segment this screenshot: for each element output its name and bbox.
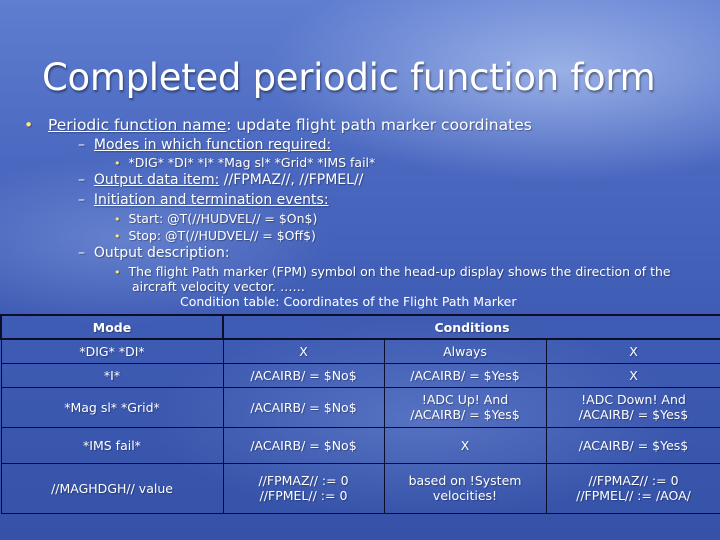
condition-cell: //FPMAZ// := 0 //FPMEL// := 0: [223, 463, 384, 513]
condition-cell: //FPMAZ// := 0 //FPMEL// := /AOA/: [546, 463, 720, 513]
table-row: [1, 339, 720, 363]
output-value: //FPMAZ//, //FPMEL//: [219, 172, 364, 188]
subitem-output-description: [78, 245, 230, 261]
dash-icon: –: [78, 137, 85, 153]
initiation-label: Initiation and termination events:: [93, 192, 329, 208]
table-row: [1, 463, 720, 513]
table-row: [1, 427, 720, 463]
table-header-row: [1, 315, 720, 339]
header-mode: Mode: [1, 315, 223, 339]
table-caption: Condition table: Coordinates of the Flight Path Marker: [180, 294, 517, 309]
dash-icon: –: [78, 192, 85, 208]
mode-cell: *I*: [1, 363, 223, 387]
modes-value-item: [114, 155, 375, 170]
start-event-item: [114, 211, 317, 226]
description-line-2: aircraft velocity vector. ……: [132, 279, 305, 294]
subitem-modes: [78, 137, 331, 153]
mode-cell: *IMS fail*: [1, 427, 223, 463]
condition-cell: /ACAIRB/ = $Yes$: [384, 363, 546, 387]
condition-cell: X: [546, 363, 720, 387]
description-line-1: The flight Path marker (FPM) symbol on the head-up display shows the direction of the: [128, 264, 671, 279]
header-conditions: Conditions: [223, 315, 720, 339]
mode-cell: *DIG* *DI*: [1, 339, 223, 363]
start-event: Start: @T(//HUDVEL// = $On$): [128, 211, 318, 226]
condition-cell: Always: [384, 339, 546, 363]
output-description-label: Output description:: [93, 245, 230, 261]
table-row: [1, 387, 720, 427]
mode-cell: //MAGHDGH// value: [1, 463, 223, 513]
function-name-text: : update flight path marker coordinates: [226, 116, 532, 134]
slide-title: Completed periodic function form: [42, 56, 656, 99]
condition-cell: /ACAIRB/ = $Yes$: [546, 427, 720, 463]
bullet-dot-icon: •: [114, 213, 121, 226]
condition-cell: !ADC Down! And /ACAIRB/ = $Yes$: [546, 387, 720, 427]
condition-cell: /ACAIRB/ = $No$: [223, 387, 384, 427]
bullet-dot-icon: •: [24, 116, 34, 134]
dash-icon: –: [78, 172, 85, 188]
condition-table: [0, 314, 720, 514]
condition-cell: based on !System velocities!: [384, 463, 546, 513]
stop-event-item: [114, 228, 316, 243]
bullet-dot-icon: •: [114, 230, 121, 243]
output-label: Output data item:: [93, 172, 220, 188]
subitem-output-data: [78, 172, 363, 188]
modes-value: *DIG* *DI* *I* *Mag sl* *Grid* *IMS fail*: [128, 155, 376, 170]
dash-icon: –: [78, 245, 85, 261]
condition-cell: !ADC Up! And /ACAIRB/ = $Yes$: [384, 387, 546, 427]
subitem-initiation: [78, 192, 329, 208]
modes-label: Modes in which function required:: [93, 137, 332, 153]
table-row: [1, 363, 720, 387]
bullet-dot-icon: •: [114, 266, 121, 279]
condition-cell: X: [546, 339, 720, 363]
condition-cell: X: [223, 339, 384, 363]
mode-cell: *Mag sl* *Grid*: [1, 387, 223, 427]
condition-cell: /ACAIRB/ = $No$: [223, 427, 384, 463]
condition-cell: X: [384, 427, 546, 463]
stop-event: Stop: @T(//HUDVEL// = $Off$): [128, 228, 316, 243]
bullet-dot-icon: •: [114, 157, 121, 170]
condition-cell: /ACAIRB/ = $No$: [223, 363, 384, 387]
bullet-function-name: [24, 116, 532, 134]
description-item: [114, 264, 671, 279]
function-name-label: Periodic function name: [47, 116, 227, 134]
